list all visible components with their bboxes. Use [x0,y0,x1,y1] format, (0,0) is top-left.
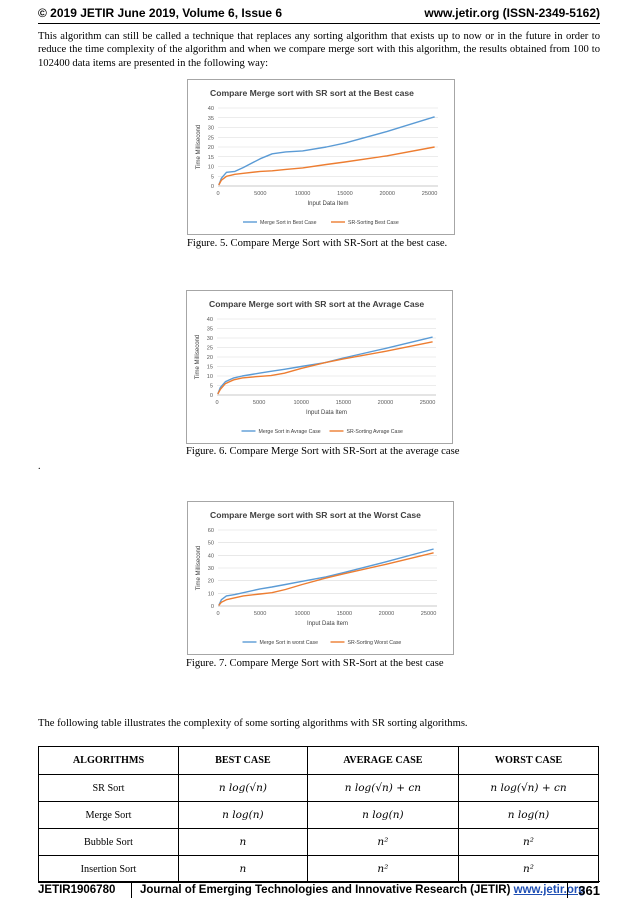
y-tick-label: 25 [206,345,213,352]
journal-link[interactable]: www.jetir.org [513,884,586,896]
worst-case-cell: n² [458,856,598,883]
worst-case-cell: n log(n) [458,802,598,829]
x-tick-label: 25000 [420,611,437,617]
x-tick-label: 15000 [337,191,353,197]
algorithm-name: Insertion Sort [39,856,179,883]
col-algorithms: ALGORITHMS [39,747,179,775]
best-case-cell: n [179,856,308,883]
page-number: 361 [578,883,600,898]
average-case-cell: n log(n) [307,802,458,829]
chart-svg [188,502,453,654]
stray-dot: . [38,461,41,472]
paper-id: JETIR1906780 [38,884,116,896]
table-header-row [39,747,599,775]
y-axis-label: Time Millisecond [196,124,202,170]
y-tick-label: 40 [207,106,214,112]
chart-title: Compare Merge sort with SR sort at the Avrage Case [209,299,425,309]
figure-7-caption: Figure. 7. Compare Merge Sort with SR-Sort at the best case [186,658,444,669]
y-tick-label: 35 [207,115,214,122]
worst-case-cell: n² [458,829,598,856]
y-tick-label: 15 [207,154,214,161]
y-tick-label: 15 [206,364,213,371]
col-worst-case: WORST CASE [458,747,598,775]
series-line [218,342,433,394]
x-tick-label: 15000 [336,611,353,617]
legend-label: SR-Sorting Best Case [348,220,399,226]
algorithm-name: SR Sort [39,775,179,802]
x-tick-label: 5000 [254,191,267,197]
journal-name [140,884,585,896]
col-average-case: AVERAGE CASE [307,747,458,775]
figure-6-caption: Figure. 6. Compare Merge Sort with SR-Sort at the average case [186,446,460,457]
x-tick-label: 20000 [377,400,394,406]
chart-svg [187,291,452,443]
y-tick-label: 0 [210,604,214,610]
figure-6-chart [186,290,453,444]
y-tick-label: 0 [209,393,213,399]
intro-paragraph: This algorithm can still be called a technique that replaces any sorting algorithm that exists up to now or in the future in order to reduce the time complexity of the algorithm and when we compare merge sort with this algorithm, the results obtained from 100 to 102400 data items are presented in the following way: [38,31,600,69]
y-tick-label: 30 [206,336,213,342]
table-row [39,775,599,802]
legend-label: SR-Sorting Worst Case [347,640,402,646]
page-header [38,6,600,24]
table-row [39,856,599,883]
journal-title: Journal of Emerging Technologies and Innovative Research (JETIR) [140,884,511,896]
x-axis-label: Input Data Item [305,410,348,416]
table-row [39,829,599,856]
legend-label: Merge Sort in Best Case [260,220,317,226]
y-tick-label: 5 [209,383,213,390]
y-tick-label: 50 [207,540,214,547]
y-tick-label: 40 [206,317,213,323]
best-case-cell: n log(√n) [179,775,308,802]
x-tick-label: 0 [215,400,219,406]
y-tick-label: 20 [207,578,214,585]
col-best-case: BEST CASE [179,747,308,775]
y-tick-label: 20 [207,145,214,151]
complexity-table [38,746,599,883]
x-tick-label: 25000 [419,400,436,406]
footer-divider [131,881,132,898]
legend-label: Merge Sort in worst Case [259,640,319,646]
x-tick-label: 20000 [378,611,395,617]
table-intro: The following table illustrates the complexity of some sorting algorithms with SR sorting algorithms. [38,718,468,729]
y-tick-label: 25 [207,135,214,142]
x-tick-label: 25000 [421,191,438,197]
worst-case-cell: n log(√n) + cn [458,775,598,802]
table-row [39,802,599,829]
algorithm-name: Bubble Sort [39,829,179,856]
y-axis-label: Time Millisecond [195,334,201,380]
y-tick-label: 30 [207,125,214,132]
x-tick-label: 0 [216,191,220,197]
legend-label: Merge Sort in Avrage Case [258,429,321,435]
series-line [219,117,435,185]
average-case-cell: n² [307,856,458,883]
header-right: www.jetir.org (ISSN-2349-5162) [424,6,600,20]
y-tick-label: 40 [207,553,214,560]
y-axis-label: Time Millisecond [196,545,202,591]
legend-label: SR-Sorting Avrage Case [346,429,403,435]
y-tick-label: 10 [207,164,214,171]
figure-7-chart [187,501,454,655]
y-tick-label: 20 [206,355,213,361]
y-tick-label: 10 [207,591,214,598]
algorithm-name: Merge Sort [39,802,179,829]
y-tick-label: 35 [206,326,213,333]
average-case-cell: n log(√n) + cn [307,775,458,802]
best-case-cell: n [179,829,308,856]
header-left: © 2019 JETIR June 2019, Volume 6, Issue 6 [38,6,283,20]
page-footer [38,884,600,900]
y-tick-label: 5 [210,174,214,181]
footer-rule [38,881,600,882]
x-tick-label: 0 [216,611,220,617]
y-tick-label: 60 [207,528,214,534]
chart-title: Compare Merge sort with SR sort at the Worst Case [210,510,421,520]
x-tick-label: 20000 [379,191,396,197]
header-rule [38,23,600,24]
y-tick-label: 10 [206,374,213,380]
footer-divider [567,881,568,898]
figure-5-chart [187,79,455,235]
x-tick-label: 5000 [252,400,266,406]
x-axis-label: Input Data Item [307,201,349,207]
x-tick-label: 10000 [294,611,311,617]
series-line [219,147,435,185]
x-tick-label: 5000 [253,611,267,617]
y-tick-label: 0 [210,184,214,190]
y-tick-label: 30 [207,566,214,572]
average-case-cell: n² [307,829,458,856]
x-tick-label: 15000 [335,400,352,406]
chart-svg [188,80,454,234]
series-line [219,549,434,605]
x-tick-label: 10000 [293,400,310,406]
x-axis-label: Input Data Item [306,621,349,627]
series-line [219,553,434,606]
figure-5-caption: Figure. 5. Compare Merge Sort with SR-Sort at the best case. [187,238,448,249]
x-tick-label: 10000 [294,191,311,197]
chart-title: Compare Merge sort with SR sort at the Best case [210,88,414,98]
best-case-cell: n log(n) [179,802,308,829]
